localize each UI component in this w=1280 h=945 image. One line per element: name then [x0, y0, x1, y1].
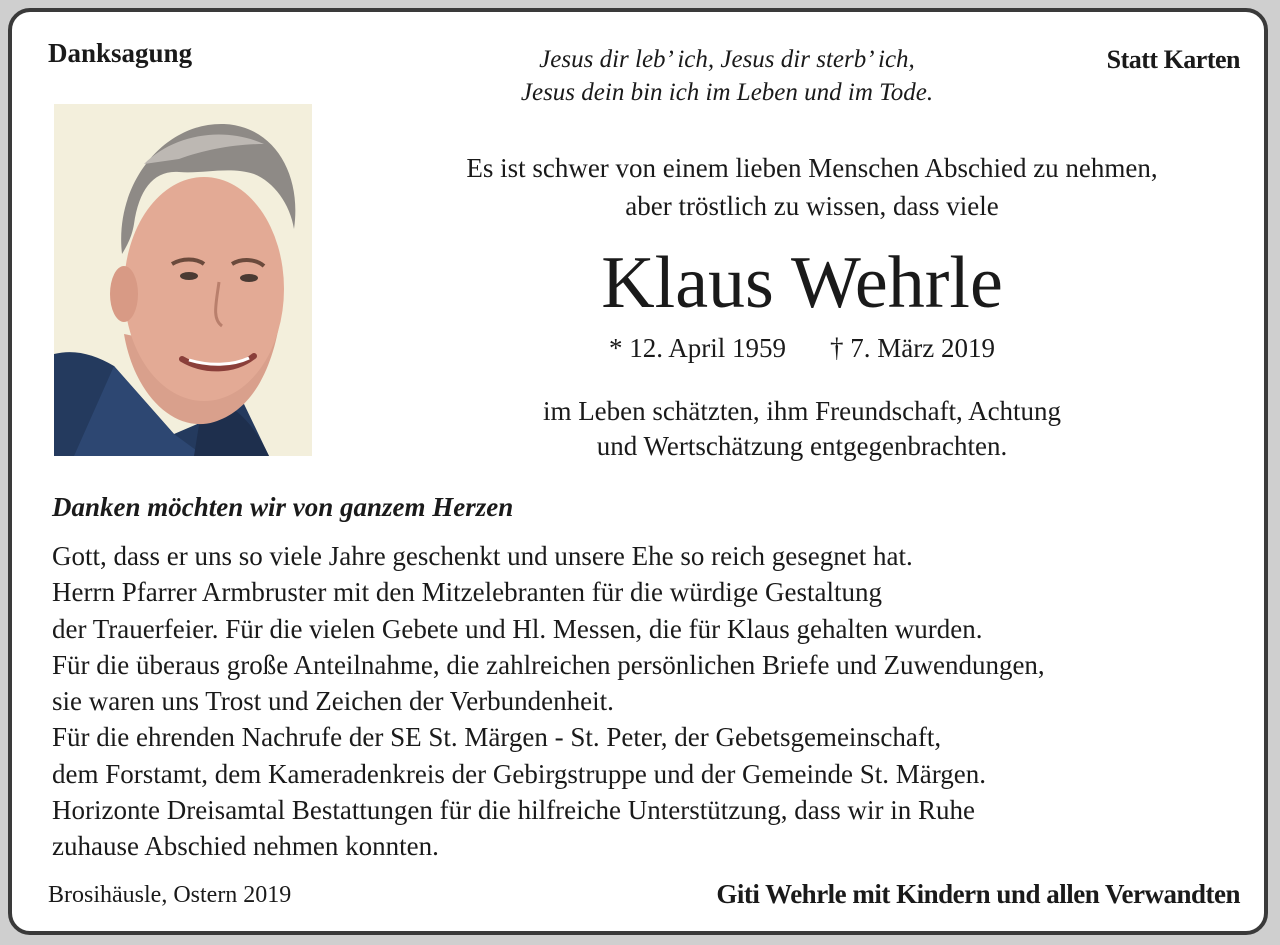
thanks-line: Herrn Pfarrer Armbruster mit den Mitzelebranten für die würdige Gestaltung	[52, 577, 882, 608]
thanks-line: Gott, dass er uns so viele Jahre geschenkt und unsere Ehe so reich gesegnet hat.	[52, 541, 913, 571]
thanks-line: Für die ehrenden Nachrufe der SE St. Märgen - St. Peter, der Gebetsgemeinschaft,	[52, 722, 942, 753]
thanks-line: Für die überaus große Anteilnahme, die zahlreichen persönlichen Briefe und Zuwendungen,	[52, 649, 1045, 680]
portrait-photo	[54, 104, 312, 456]
heading-danksagung: Danksagung	[48, 38, 193, 68]
appreciation-line-2: und Wertschätzung entgegenbrachten.	[596, 431, 1008, 461]
life-dates	[392, 330, 1212, 366]
verse	[407, 43, 1047, 109]
intro-line-2: aber tröstlich zu wissen, dass viele	[625, 191, 999, 221]
intro-text	[392, 149, 1232, 225]
obituary-card	[8, 8, 1268, 935]
thanks-line: zuhause Abschied nehmen konnten.	[52, 831, 439, 862]
heading-statt-karten: Statt Karten	[1106, 45, 1240, 74]
thanks-heading: Danken möchten wir von ganzem Herzen	[52, 492, 514, 522]
intro-line-1: Es ist schwer von einem lieben Menschen Abschied zu nehmen,	[466, 153, 1158, 183]
thanks-line: Horizonte Dreisamtal Bestattungen für die hilfreiche Unterstützung, dass wir in Ruhe	[52, 795, 975, 826]
deceased-name: Klaus Wehrle	[601, 242, 1003, 324]
thanks-line: dem Forstamt, dem Kameradenkreis der Gebirgstruppe und der Gemeinde St. Märgen.	[52, 758, 987, 789]
portrait-illustration	[54, 104, 312, 456]
birth-date: * 12. April 1959	[609, 333, 787, 363]
death-date: † 7. März 2019	[830, 333, 995, 363]
thanks-line: sie waren uns Trost und Zeichen der Verbundenheit.	[52, 686, 614, 717]
appreciation-line-1: im Leben schätzten, ihm Freundschaft, Achtung	[542, 396, 1062, 426]
signature: Giti Wehrle mit Kindern und allen Verwandten	[716, 879, 1240, 909]
appreciation-text	[392, 394, 1212, 464]
verse-line-1: Jesus dir leb’ ich, Jesus dir sterb’ ich,	[539, 46, 915, 73]
thanks-line: der Trauerfeier. Für die vielen Gebete und Hl. Messen, die für Klaus gehalten wurden.	[52, 613, 983, 644]
verse-line-2: Jesus dein bin ich im Leben und im Tode.	[520, 79, 934, 106]
place-and-date: Brosihäusle, Ostern 2019	[48, 882, 292, 908]
thanks-body	[52, 538, 1045, 865]
